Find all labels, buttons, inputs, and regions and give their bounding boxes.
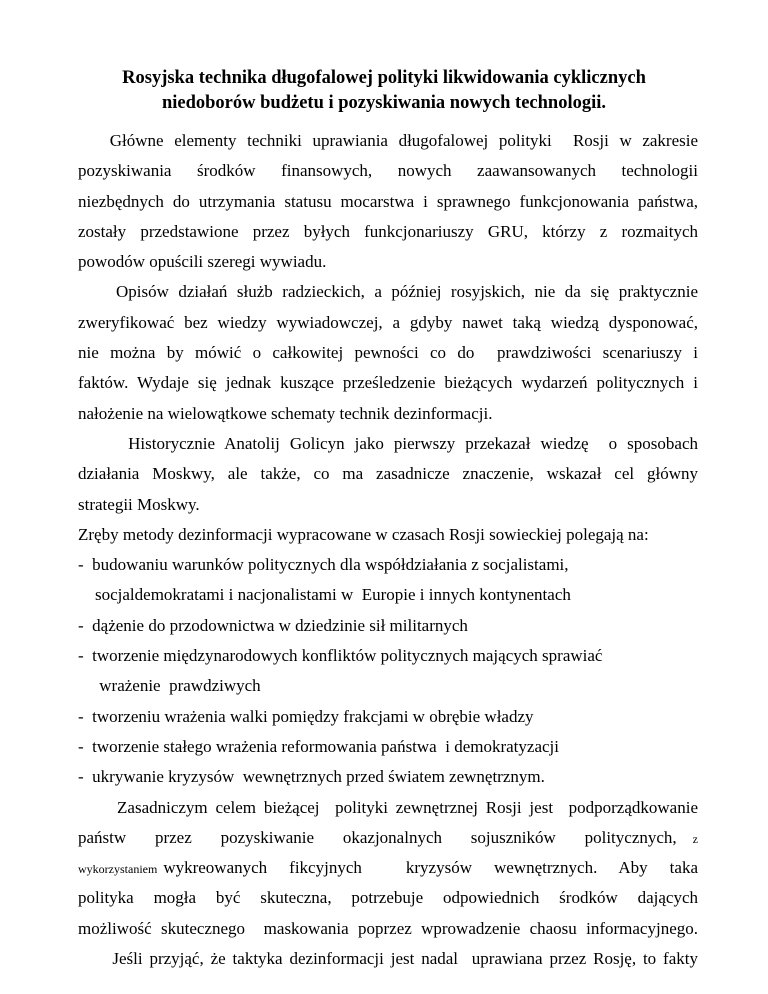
document-body: [78, 126, 698, 974]
text-line: Jeśli przyjąć, że taktyka dezinformacji jest nadal uprawiana przez Rosję, to fakty: [78, 949, 698, 969]
text-line: niezbędnych do utrzymania statusu mocarstwa i sprawnego funkcjonowania państwa,: [78, 191, 698, 211]
text-line-mixed: [78, 823, 698, 853]
text-segment: wykreowanych fikcyjnych kryzysów wewnętrznych. Aby taka: [163, 858, 698, 878]
text-line-mixed: [78, 853, 698, 883]
text-line: Główne elementy techniki uprawiania długofalowej polityki Rosji w zakresie: [78, 131, 698, 150]
text-line: pozyskiwania środków finansowych, nowych zaawansowanych technologii: [78, 161, 698, 181]
text-line: strategii Moskwy.: [78, 494, 200, 514]
text-line: faktów. Wydaje się jednak kuszące prześledzenie bieżących wydarzeń politycznych i: [78, 373, 698, 393]
list-item: - ukrywanie kryzysów wewnętrznych przed światem zewnętrznym.: [78, 767, 545, 787]
text-line: Opisów działań służb radzieckich, a później rosyjskich, nie da się praktycznie: [78, 282, 698, 302]
text-line: polityka mogła być skuteczna, potrzebuje odpowiednich środków dających: [78, 888, 698, 908]
text-line: Historycznie Anatolij Golicyn jako pierwszy przekazał wiedzę o sposobach: [78, 433, 698, 453]
list-item-continuation: socjaldemokratami i nacjonalistami w Europie i innych kontynentach: [78, 585, 571, 605]
title-line: Rosyjska technika długofalowej polityki likwidowania cyklicznych: [122, 68, 646, 88]
small-text-segment: z: [692, 831, 698, 846]
list-item: - tworzeniu wrażenia walki pomiędzy frakcjami w obrębie władzy: [78, 706, 534, 726]
document-title: [60, 66, 708, 116]
list-item: - budowaniu warunków politycznych dla współdziałania z socjalistami,: [78, 555, 569, 575]
text-line: nałożenie na wielowątkowe schematy technik dezinformacji.: [78, 403, 493, 423]
text-segment: państw przez pozyskiwanie okazjonalnych sojuszników politycznych,: [78, 827, 677, 847]
text-line: działania Moskwy, ale także, co ma zasadnicze znaczenie, wskazał cel główny: [78, 464, 698, 484]
title-line: niedoborów budżetu i pozyskiwania nowych technologii.: [161, 93, 607, 113]
text-line: Zasadniczym celem bieżącej polityki zewnętrznej Rosji jest podporządkowanie: [78, 797, 698, 817]
text-line: zostały przedstawione przez byłych funkcjonariuszy GRU, którzy z rozmaitych: [78, 221, 698, 241]
text-line: Zręby metody dezinformacji wypracowane w czasach Rosji sowieckiej polegają na:: [78, 524, 649, 544]
text-line: zweryfikować bez wiedzy wywiadowczej, a gdyby nawet taką wiedzą dysponować,: [78, 312, 698, 332]
text-line: powodów opuścili szeregi wywiadu.: [78, 252, 327, 272]
list-item: - tworzenie stałego wrażenia reformowania państwa i demokratyzacji: [78, 736, 559, 756]
list-item: - dążenie do przodownictwa w dziedzinie sił militarnych: [78, 615, 468, 635]
list-item-continuation: wrażenie prawdziwych: [78, 676, 261, 696]
text-line: możliwość skutecznego maskowania poprzez wprowadzenie chaosu informacyjnego.: [78, 918, 698, 938]
text-line: nie można by mówić o całkowitej pewności co do prawdziwości scenariuszy i: [78, 343, 698, 363]
small-text-segment: wykorzystaniem: [78, 862, 158, 877]
list-item: - tworzenie międzynarodowych konfliktów politycznych mających sprawiać: [78, 646, 603, 666]
